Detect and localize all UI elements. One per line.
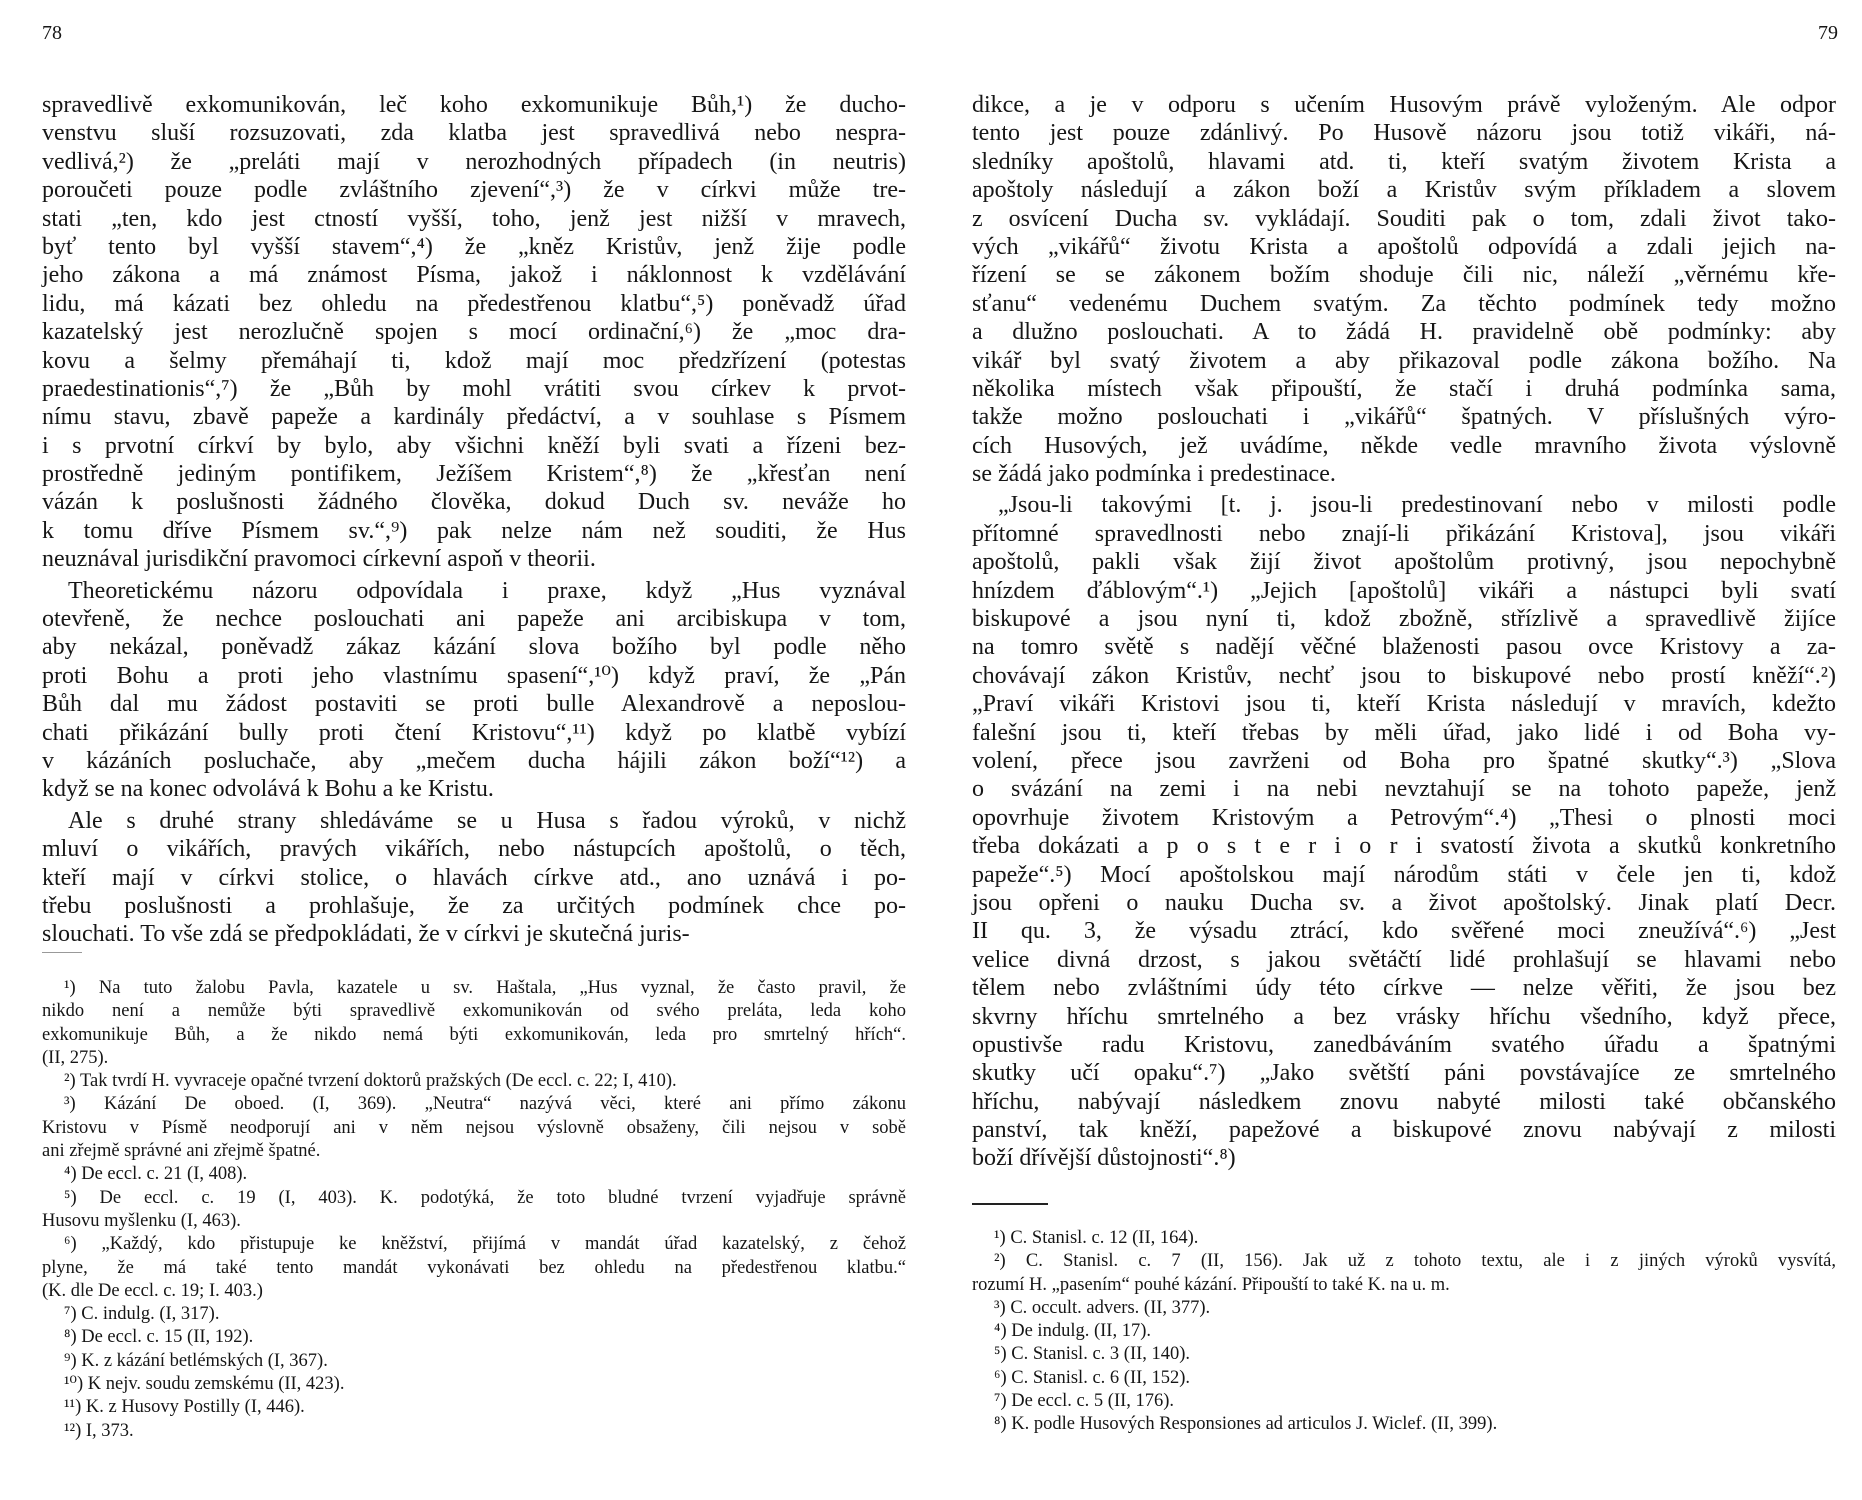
text-line: hnízdem ďáblovým“.¹) „Jejich [apoštolů] vikáři a nástupci byli svatí <box>972 577 1836 604</box>
footnote-line: ⁸) De eccl. c. 15 (II, 192). <box>64 1327 254 1348</box>
paragraph <box>42 807 906 949</box>
text-line: na tomro světě s nadějí věčné blaženosti pasou ovce Kristovy a za- <box>972 634 1836 661</box>
paragraph <box>42 91 906 574</box>
text-line: tento jest pouze zdánlivý. Po Husově názoru jsou totiž vikáři, ná- <box>972 120 1836 147</box>
footnote-line: ¹) Na tuto žalobu Pavla, kazatele u sv. Haštala, „Hus vyznal, že často pravil, že <box>64 978 906 998</box>
paragraph <box>972 91 1836 488</box>
text-line: třeba dokázati a p o s t e r i o r i svatostí života a skutků konkretního <box>972 833 1836 860</box>
text-line: mluví o vikářích, pravých vikářích, nebo nástupcích apoštolů, o těch, <box>42 836 906 863</box>
text-line: velice divná drzost, s jakou světáčtí lidé prohlašují se hlavami nebo <box>972 946 1836 973</box>
left-page-body <box>42 91 906 949</box>
text-line: „Praví vikáři Kristovi jsou ti, kteří Krista následují v mravích, kdežto <box>972 691 1836 718</box>
footnote-line: ²) C. Stanisl. c. 7 (II, 156). Jak už z tohoto textu, ale i z jiných výroků vysvítá, <box>994 1251 1836 1272</box>
text-line: venstvu sluší rozsuzovati, zda klatba jest spravedlivá nebo nespra- <box>42 120 906 147</box>
footnote-line: ⁵) C. Stanisl. c. 3 (II, 140). <box>994 1344 1191 1365</box>
text-line: prostředně jediným pontifikem, Ježíšem Kristem“,⁸) že „křesťan není <box>42 461 906 488</box>
footnote <box>42 1396 906 1419</box>
text-line: několika místech však připouští, že stačí i druhá podmínka sama, <box>972 375 1836 402</box>
page-number-left: 78 <box>42 22 62 44</box>
text-line: Ale s druhé strany shledáváme se u Husa s řadou výroků, v nichž <box>68 807 906 834</box>
left-page-footnotes <box>42 977 906 1443</box>
footnote <box>972 1413 1836 1436</box>
text-line: volení, přece jsou zavrženi od Boha pro špatné skutky“.³) „Slova <box>972 747 1836 774</box>
footnote <box>972 1297 1836 1320</box>
text-line: z osvícení Ducha sv. vykládají. Souditi pak o tom, zdali život tako- <box>972 205 1836 232</box>
text-line: k tomu dříve Písmem sv.“,⁹) pak nelze nám než souditi, že Hus <box>42 517 906 544</box>
footnote-line: ⁷) C. indulg. (I, 317). <box>64 1304 220 1325</box>
text-line: falešní jsou ti, kteří třebas by měli úřad, jako lidé i od Boha vy- <box>972 719 1836 746</box>
footnote <box>972 1250 1836 1297</box>
footnote-line: (II, 275). <box>42 1047 109 1068</box>
paragraph <box>42 577 906 804</box>
text-line: vázán k poslušnosti žádného člověka, dokud Duch sv. neváže ho <box>42 489 906 516</box>
text-line: skvrny hříchu smrtelného a bez vrásky hříchu všedního, když přece, <box>972 1003 1836 1030</box>
footnote <box>972 1343 1836 1366</box>
text-line: spravedlivě exkomunikován, leč koho exkomunikuje Bůh,¹) že ducho- <box>42 92 906 118</box>
text-line: praedestinationis“,⁷) že „Bůh by mohl vrátiti svou církev k prvot- <box>42 375 906 402</box>
text-line: otevřeně, že nechce poslouchati ani papeže ani arcibiskupa v tom, <box>42 606 906 633</box>
footnote-line: ³) Kázání De oboed. (I, 369). „Neutra“ nazývá věci, které ani přímo zákonu <box>64 1094 906 1115</box>
text-line: sledníky apoštolů, hlavami atd. ti, kteří svatým životem Krista a <box>972 148 1836 175</box>
footnote <box>972 1227 1836 1250</box>
footnote <box>42 1163 906 1186</box>
footnote-line: ani zřejmě správné ani zřejmě špatné. <box>42 1141 321 1162</box>
footnote-line: Kristovu v Písmě neodporují ani v něm nejsou výslovně obsaženy, čili nejsou v sobě <box>42 1117 906 1138</box>
footnote-line: ⁴) De eccl. c. 21 (I, 408). <box>64 1164 248 1185</box>
text-line: i s prvotní církví by bylo, aby všichni kněží byli svati a řízeni bez- <box>42 432 906 459</box>
text-line: o svázání na zemi i na nebi nevztahují se na tohoto papeže, jenž <box>972 776 1836 803</box>
text-line: poroučeti pouze podle zvláštního zjevení“,³) že v církvi může tre- <box>42 177 906 204</box>
text-line: II qu. 3, že výsadu ztrácí, kdo svěřené moci zneužívá“.⁶) „Jest <box>972 918 1836 945</box>
paragraph <box>972 491 1836 1172</box>
footnote <box>42 977 906 1070</box>
text-line: třebu poslušnosti a prohlašuje, že za určitých podmínek chce po- <box>42 892 906 919</box>
text-line: stati „ten, kdo jest ctností vyšší, toho, jenž jest nižší v mravech, <box>42 205 906 232</box>
footnote <box>972 1390 1836 1413</box>
text-line: byť tento byl vyšší stavem“,⁴) že „kněz Kristův, jenž žije podle <box>42 233 906 260</box>
text-line: aby nekázal, poněvadž zákaz kázání slova božího byl podle něho <box>42 634 906 661</box>
text-line: nímu stavu, zbavě papeže a kardinály předáctví, a v souhlase s Písmem <box>42 404 906 431</box>
footnote <box>972 1320 1836 1343</box>
text-line: sťanu“ vedenému Duchem svatým. Za těchto podmínek tedy možno <box>972 290 1836 317</box>
text-line: kovu a šelmy přemáhají ti, kdož mají moc předzřízení (potestas <box>42 347 906 374</box>
footnote <box>42 1326 906 1349</box>
footnote-line: ⁸) K. podle Husových Responsiones ad articulos J. Wiclef. (II, 399). <box>994 1414 1498 1435</box>
footnote-line: plyne, že má také tento mandát vykonávati bez ohledu na předestřenou klatbu.“ <box>42 1257 906 1278</box>
text-line: kteří mají v církvi stolice, o hlavách církve atd., ano uznává i po- <box>42 864 906 891</box>
text-line: biskupové a jsou nyní ti, kdož zbožně, střízlivě a spravedlivě žijíce <box>972 606 1836 633</box>
right-page-body <box>972 91 1836 1173</box>
footnote-line: ⁶) „Každý, kdo přistupuje ke kněžství, přijímá v mandát úřad kazatelský, z čehož <box>64 1234 906 1255</box>
footnote-line: ⁵) De eccl. c. 19 (I, 403). K. podotýká, že toto bludné tvrzení vyjadřuje správně <box>64 1187 906 1208</box>
footnote-line: ¹²) I, 373. <box>64 1420 134 1441</box>
text-line: a dlužno poslouchati. A to žádá H. pravidelně obě podmínky: aby <box>972 319 1836 346</box>
footnote-line: ¹⁰) K nejv. soudu zemskému (II, 423). <box>64 1374 345 1395</box>
footnote <box>42 1373 906 1396</box>
text-line: skutky učí opaku“.⁷) „Jako světští páni povstávajíce ze smrtelného <box>972 1060 1836 1087</box>
text-line: v kázáních posluchače, aby „mečem ducha hájili zákon boží“¹²) a <box>42 747 906 774</box>
footnote <box>42 1233 906 1303</box>
text-line: opustivše radu Kristovu, zanedbáváním svatého úřadu a špatnými <box>972 1031 1836 1058</box>
footnote-line: ²) Tak tvrdí H. vyvraceje opačné tvrzení doktorů pražských (De eccl. c. 22; I, 410). <box>64 1071 677 1092</box>
text-line: apoštolů, pakli však žijí život apoštolům protivný, jsou nepochybně <box>972 549 1836 576</box>
text-line: jsou opřeni o nauku Ducha sv. a život apoštolský. Jinak platí Decr. <box>972 889 1836 916</box>
text-line: řízení se se zákonem božím shoduje čili nic, náleží „věrnému kře- <box>972 262 1836 289</box>
text-line: slouchati. To vše zdá se předpokládati, že v církvi je skutečná juris- <box>42 921 690 948</box>
page-number-right: 79 <box>1818 22 1838 44</box>
footnote <box>42 1187 906 1234</box>
text-line: papeže“.⁵) Mocí apoštolskou mají národům státi v čele jen ti, kdož <box>972 861 1836 888</box>
text-line: takže možno poslouchati i „vikářů“ špatných. V příslušných výro- <box>972 404 1836 431</box>
text-line: proti Bohu a proti jeho vlastnímu spasení“,¹⁰) když praví, že „Pán <box>42 662 906 689</box>
footnote-line: ⁶) C. Stanisl. c. 6 (II, 152). <box>994 1367 1191 1388</box>
text-line: jeho zákona a má známost Písma, jakož i náklonnost k vzdělávání <box>42 262 906 289</box>
text-line: neuznával jurisdikční pravomoci církevní aspoň v theorii. <box>42 546 596 573</box>
footnote-line: rozumí H. „pasením“ pouhé kázání. Připouští to také K. na u. m. <box>972 1274 1450 1295</box>
text-line: lidu, má kázati bez ohledu na předestřenou klatbu“,⁵) poněvadž úřad <box>42 290 906 317</box>
text-line: kazatelský jest nerozlučně spojen s mocí ordinační,⁶) že „moc dra- <box>42 319 906 346</box>
footnote-line: ⁷) De eccl. c. 5 (II, 176). <box>994 1391 1175 1412</box>
footnote <box>42 1420 906 1443</box>
text-line: vedlivá,²) že „preláti mají v nerozhodných případech (in neutris) <box>42 148 906 175</box>
footnote-line: ³) C. occult. advers. (II, 377). <box>994 1297 1211 1318</box>
footnote-line: nikdo není a nemůže býti spravedlivě exkomunikován od svého preláta, leda koho <box>42 1001 906 1022</box>
text-line: cích Husových, jež uvádíme, někde vedle mravního života výslovně <box>972 432 1836 459</box>
text-line: chovávají zákon Kristův, nechť jsou to biskupové nebo prostí kněží“.²) <box>972 662 1836 689</box>
text-line: opovrhuje životem Kristovým a Petrovým“.⁴) „Thesi o plnosti moci <box>972 804 1836 831</box>
text-line: Theoretickému názoru odpovídala i praxe, když „Hus vyznával <box>68 577 906 604</box>
text-line: vých „vikářů“ životu Krista a apoštolů odpovídá a zdali jejich na- <box>972 233 1836 260</box>
footnote-line: Husovu myšlenku (I, 463). <box>42 1210 241 1231</box>
footnote <box>972 1367 1836 1390</box>
right-page-footnotes <box>972 1227 1836 1437</box>
text-line: tělem nebo zvláštními údy této církve — nelze věřiti, že jsou bez <box>972 975 1836 1002</box>
footnote-line: (K. dle De eccl. c. 19; I. 403.) <box>42 1280 263 1301</box>
right-footnote-rule <box>972 1203 1048 1205</box>
text-line: když se na konec odvolává k Bohu a ke Kristu. <box>42 776 494 803</box>
footnote <box>42 1093 906 1163</box>
footnote-line: ¹) C. Stanisl. c. 12 (II, 164). <box>994 1228 1199 1248</box>
text-line: dikce, a je v odporu s učením Husovým právě vyloženým. Ale odpor <box>972 92 1836 118</box>
text-line: apoštoly následují a zákon boží a Kristův svým příkladem a slovem <box>972 177 1836 204</box>
text-line: vikář byl svatý životem a aby přikazoval podle zákona božího. Na <box>972 347 1836 374</box>
text-line: se žádá jako podmínka i predestinace. <box>972 461 1336 488</box>
text-line: chati přikázání bully proti čtení Kristovu“,¹¹) když po klatbě vybízí <box>42 719 906 746</box>
footnote <box>42 1303 906 1326</box>
text-line: „Jsou-li takovými [t. j. jsou-li predestinovaní nebo v milosti podle <box>998 492 1836 519</box>
footnote <box>42 1350 906 1373</box>
text-line: panství, tak kněží, papežové a biskupové znovu nabývají z milosti <box>972 1117 1836 1144</box>
footnote-line: ⁴) De indulg. (II, 17). <box>994 1321 1151 1342</box>
footnote <box>42 1070 906 1093</box>
text-line: Bůh dal mu žádost postaviti se proti bulle Alexandrově a neposlou- <box>42 691 906 718</box>
text-line: přítomné spravedlnosti nebo znají-li přikázání Kristova], jsou vikáři <box>972 520 1836 547</box>
footnote-line: ⁹) K. z kázání betlémských (I, 367). <box>64 1350 328 1371</box>
footnote-line: ¹¹) K. z Husovy Postilly (I, 446). <box>64 1397 305 1418</box>
left-footnote-rule <box>42 952 82 953</box>
text-line: hříchu, nabývají následkem znovu nabyté milosti také občanského <box>972 1088 1836 1115</box>
text-line: boží dřívější důstojnosti“.⁸) <box>972 1145 1236 1172</box>
footnote-line: exkomunikuje Bůh, a že nikdo nemá býti exkomunikován, leda pro smrtelný hřích“. <box>42 1024 906 1045</box>
